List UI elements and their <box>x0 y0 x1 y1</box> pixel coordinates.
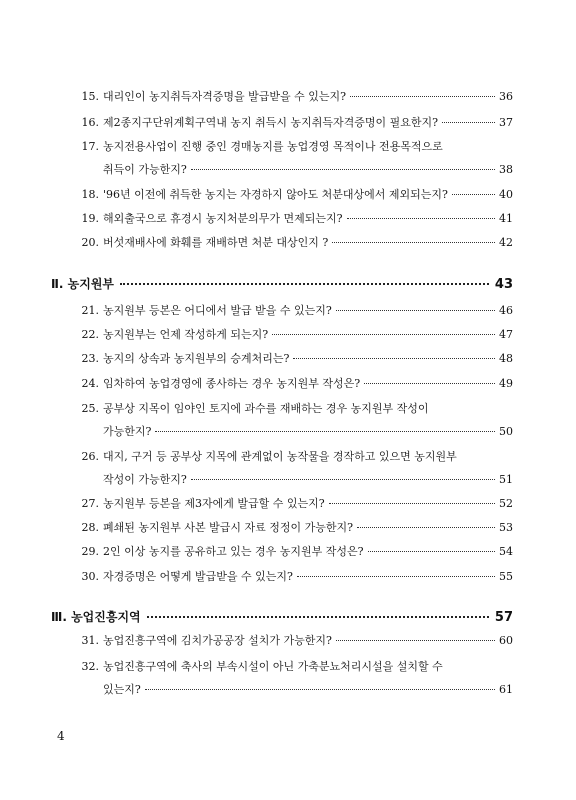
dot-leader <box>120 282 489 285</box>
entry-title: 버섯재배사에 화훼를 재배하면 처분 대상인지 ? <box>103 236 329 249</box>
entry-title: 제2종지구단위계획구역내 농지 취득시 농지취득자격증명이 필요한지? <box>103 116 439 129</box>
entry-number: 25. <box>81 402 99 415</box>
entry-page: 53 <box>499 521 513 534</box>
entry-title: 대리인이 농지취득자격증명을 발급받을 수 있는지? <box>103 90 347 103</box>
entry-title: 2인 이상 농지를 공유하고 있는 경우 농지원부 작성은? <box>103 545 364 558</box>
toc-entry-17 <box>75 140 513 177</box>
entry-page: 47 <box>499 328 513 341</box>
entry-number: 22. <box>81 328 99 341</box>
section-title: Ⅱ. 농지원부 <box>51 277 115 291</box>
dot-leader <box>272 333 495 335</box>
entry-page: 40 <box>499 188 513 201</box>
entry-title: 대지, 구거 등 공부상 지목에 관계없이 농작물을 경작하고 있으면 농지원부 <box>103 450 457 463</box>
entry-page: 46 <box>499 304 513 317</box>
dot-leader <box>155 430 495 432</box>
dot-leader <box>191 168 495 170</box>
section-title: Ⅲ. 농업진흥지역 <box>51 610 141 624</box>
dot-leader <box>191 478 495 480</box>
entry-page: 52 <box>499 497 513 510</box>
dot-leader <box>336 639 495 641</box>
entry-page: 41 <box>499 212 513 225</box>
entry-title: 농업진흥구역에 축사의 부속시설이 아닌 가축분뇨처리시설을 설치할 수 <box>103 660 443 673</box>
entry-number: 27. <box>81 497 99 510</box>
entry-number: 28. <box>81 521 99 534</box>
entry-number: 31. <box>81 634 99 647</box>
entry-title: 농지원부는 언제 작성하게 되는지? <box>103 328 269 341</box>
entry-title: 해외출국으로 휴경시 농지처분의무가 면제되는지? <box>103 212 343 225</box>
entry-title-cont: 있는지? <box>103 683 141 696</box>
entry-number: 26. <box>81 450 99 463</box>
entry-page: 42 <box>499 236 513 249</box>
toc-entry-26 <box>75 450 513 487</box>
dot-leader <box>442 121 495 123</box>
section-page: 57 <box>494 610 513 625</box>
dot-leader <box>332 241 495 243</box>
dot-leader <box>350 95 495 97</box>
dot-leader <box>145 688 495 690</box>
entry-title: 공부상 지목이 임야인 토지에 과수를 재배하는 경우 농지원부 작성이 <box>103 402 429 415</box>
dot-leader <box>336 309 495 311</box>
section-heading-3 <box>51 608 513 625</box>
page-number: 4 <box>57 729 65 743</box>
entry-title: '96년 이전에 취득한 농지는 자경하지 않아도 처분대상에서 제외되는지? <box>103 188 448 201</box>
dot-leader <box>452 193 495 195</box>
entry-number: 23. <box>81 352 99 365</box>
entry-number: 30. <box>81 570 99 583</box>
entry-title: 농지전용사업이 진행 중인 경매농지를 농업경영 목적이나 전용목적으로 <box>103 140 443 153</box>
section-heading-2 <box>51 275 513 292</box>
entry-title: 농지원부 등본을 제3자에게 발급할 수 있는지? <box>103 497 325 510</box>
entry-number: 29. <box>81 545 99 558</box>
entry-number: 16. <box>81 116 99 129</box>
entry-page: 36 <box>499 90 513 103</box>
entry-title: 농지의 상속과 농지원부의 승계처리는? <box>103 352 290 365</box>
entry-title-cont: 취득이 가능한지? <box>103 163 187 176</box>
entry-number: 24. <box>81 377 99 390</box>
dot-leader <box>368 550 495 552</box>
entry-page: 55 <box>499 570 513 583</box>
entry-number: 21. <box>81 304 99 317</box>
entry-page: 38 <box>499 163 513 176</box>
dot-leader <box>357 526 495 528</box>
dot-leader <box>297 575 495 577</box>
entry-title: 농업진흥구역에 김치가공공장 설치가 가능한지? <box>103 634 332 647</box>
entry-title: 임차하여 농업경영에 종사하는 경우 농지원부 작성은? <box>103 377 361 390</box>
entry-number: 18. <box>81 188 99 201</box>
dot-leader <box>347 217 495 219</box>
section-page: 43 <box>494 277 513 292</box>
entry-page: 48 <box>499 352 513 365</box>
entry-number: 20. <box>81 236 99 249</box>
entry-page: 51 <box>499 473 513 486</box>
entry-page: 50 <box>499 425 513 438</box>
entry-number: 19. <box>81 212 99 225</box>
entry-page: 49 <box>499 377 513 390</box>
entry-page: 54 <box>499 545 513 558</box>
toc-entry-32 <box>75 660 513 697</box>
entry-title: 농지원부 등본은 어디에서 발급 받을 수 있는지? <box>103 304 332 317</box>
dot-leader <box>293 357 495 359</box>
entry-page: 37 <box>499 116 513 129</box>
entry-page: 60 <box>499 634 513 647</box>
entry-title-cont: 작성이 가능한지? <box>103 473 187 486</box>
entry-number: 15. <box>81 90 99 103</box>
entry-title-cont: 가능한지? <box>103 425 152 438</box>
entry-number: 32. <box>81 660 99 673</box>
dot-leader <box>329 502 495 504</box>
entry-page: 61 <box>499 683 513 696</box>
entry-number: 17. <box>81 140 99 153</box>
entry-title: 자경증명은 어떻게 발급받을 수 있는지? <box>103 570 293 583</box>
dot-leader <box>364 382 495 384</box>
entry-title: 폐쇄된 농지원부 사본 발급시 자료 정정이 가능한지? <box>103 521 354 534</box>
dot-leader <box>147 615 489 618</box>
toc-entry-25 <box>75 402 513 439</box>
